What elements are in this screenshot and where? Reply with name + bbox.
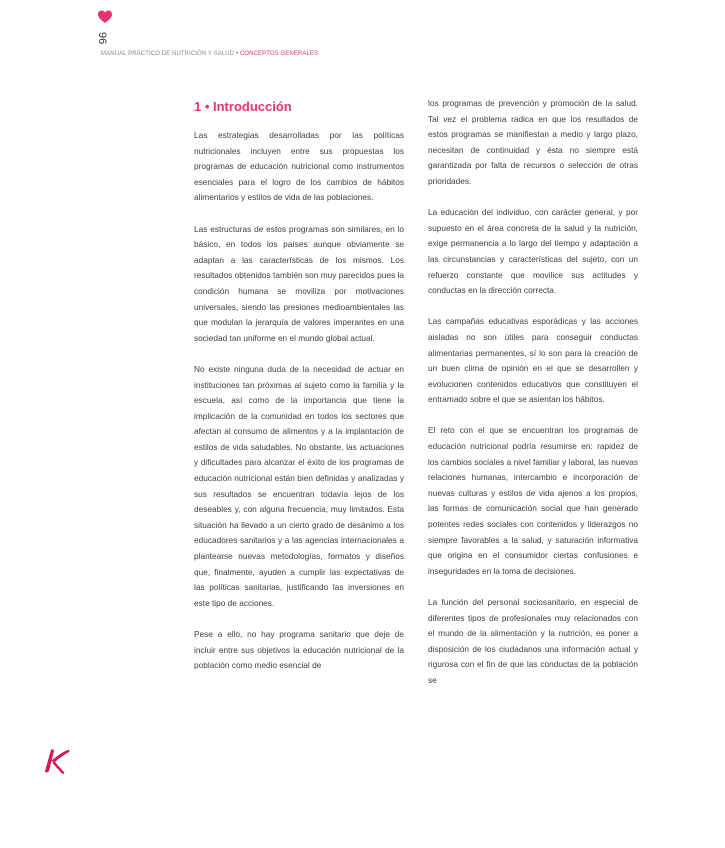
paragraph: La educación del individuo, con carácter general, y por supuesto en el área concreta de la salud y la nutrición, exige permanencia a lo largo del tiempo y adaptación a las circunstancias y características del sujeto, con un refuerzo constante que movilice sus actitudes y conductas en la dirección correcta. bbox=[428, 207, 638, 296]
paragraph: los programas de prevención y promoción de la salud. Tal vez el problema radica en que los resultados de estos programas se manifiestan a medio y largo plazo, necesitan de continuidad y ésta no siempre está garantizada por falta de recursos o selección de otras prioridades. bbox=[428, 98, 638, 186]
paragraph: El reto con el que se encuentran los programas de educación nutricional podría resumirse en: rapidez de los cambios sociales a nivel familiar y laboral, las nuevas relaciones humanas, intercambio e incorporación de nuevas culturas y estilos de vida ajenos a los propios, las formas de comunicación social que han generado potentes redes sociales con contenidos y liderazgos no siempre favorables a la salud, y saturación informativa que origina en el consumidor ciertas confusiones e inseguridades en la toma de decisiones. bbox=[428, 425, 638, 576]
paragraph: Las campañas educativas esporádicas y las acciones aisladas no son útiles para conseguir conductas alimentarias permanentes, sí lo son para la creación de un buen clima de opinión en el que se desarrollen y evolucionen contenidos educativos que constituyen el entramado sobre el que se asientan los hábitos. bbox=[428, 316, 638, 405]
book-title: MANUAL PRÁCTICO DE NUTRICIÓN Y SALUD bbox=[101, 51, 235, 57]
paragraph: La función del personal sociosanitario, en especial de diferentes tipos de profesionales muy relacionados con el mundo de la alimentación y la nutrición, es poner a disposición de los ciudadanos una información actual y rigurosa con el fin de que las conductas de la población se bbox=[428, 597, 638, 685]
kellogg-k-logo bbox=[42, 747, 72, 775]
section-name: CONCEPTOS GENERALES bbox=[239, 51, 319, 57]
right-column bbox=[428, 96, 638, 704]
section-title: 1 • Introducción bbox=[194, 99, 292, 114]
paragraph: No existe ninguna duda de la necesidad de actuar en instituciones tan próximas al sujeto como la familia y la escuela, así como de la importancia que tiene la implicación de la comunidad en todos los sectores que afectan al consumo de alimentos y a la implantación de estilos de vida saludables. No obstante, las actuaciones y dificultades para alcanzar el éxito de los programas de educación nutricional están bien definidas y analizadas y sus resultados se encuentran todavía lejos de los deseables y, con alguna frecuencia, muy limitados. Esta situación ha llevado a un cierto grado de desánimo a los educadores sanitarios y a las agencias internacionales a plantearse nuevas metodologías, formatos y diseños que, finalmente, ayuden a cumplir las expectativas de las políticas sanitarias, justificando las inversiones en este tipo de acciones. bbox=[194, 363, 404, 608]
paragraph: Las estrategias desarrolladas por las políticas nutricionales incluyen entre sus propuestas los programas de educación nutricional como instrumentos esenciales para el logro de los cambios de hábitos alimentarios y estilos de vida de las poblaciones. bbox=[194, 130, 404, 203]
header-separator: • bbox=[235, 51, 239, 57]
running-header bbox=[101, 51, 318, 57]
paragraph: Pese a ello, no hay programa sanitario que deje de incluir entre sus objetivos la educación nutricional de la población como medio esencial de bbox=[194, 629, 404, 671]
heart-icon bbox=[98, 10, 112, 24]
left-column bbox=[194, 128, 404, 689]
page-number: 96 bbox=[96, 32, 108, 45]
paragraph: Las estructuras de estos programas son similares, en lo básico, en todos los países aunque obviamente se adaptan a las características de los mismos. Los resultados obtenidos también son muy parecidos pues la condición humana se moviliza por motivaciones universales, siendo las presiones medioambientales las que modulan la jerarquía de valores imperantes en una sociedad tan uniforme en el mundo global actual. bbox=[194, 223, 404, 343]
